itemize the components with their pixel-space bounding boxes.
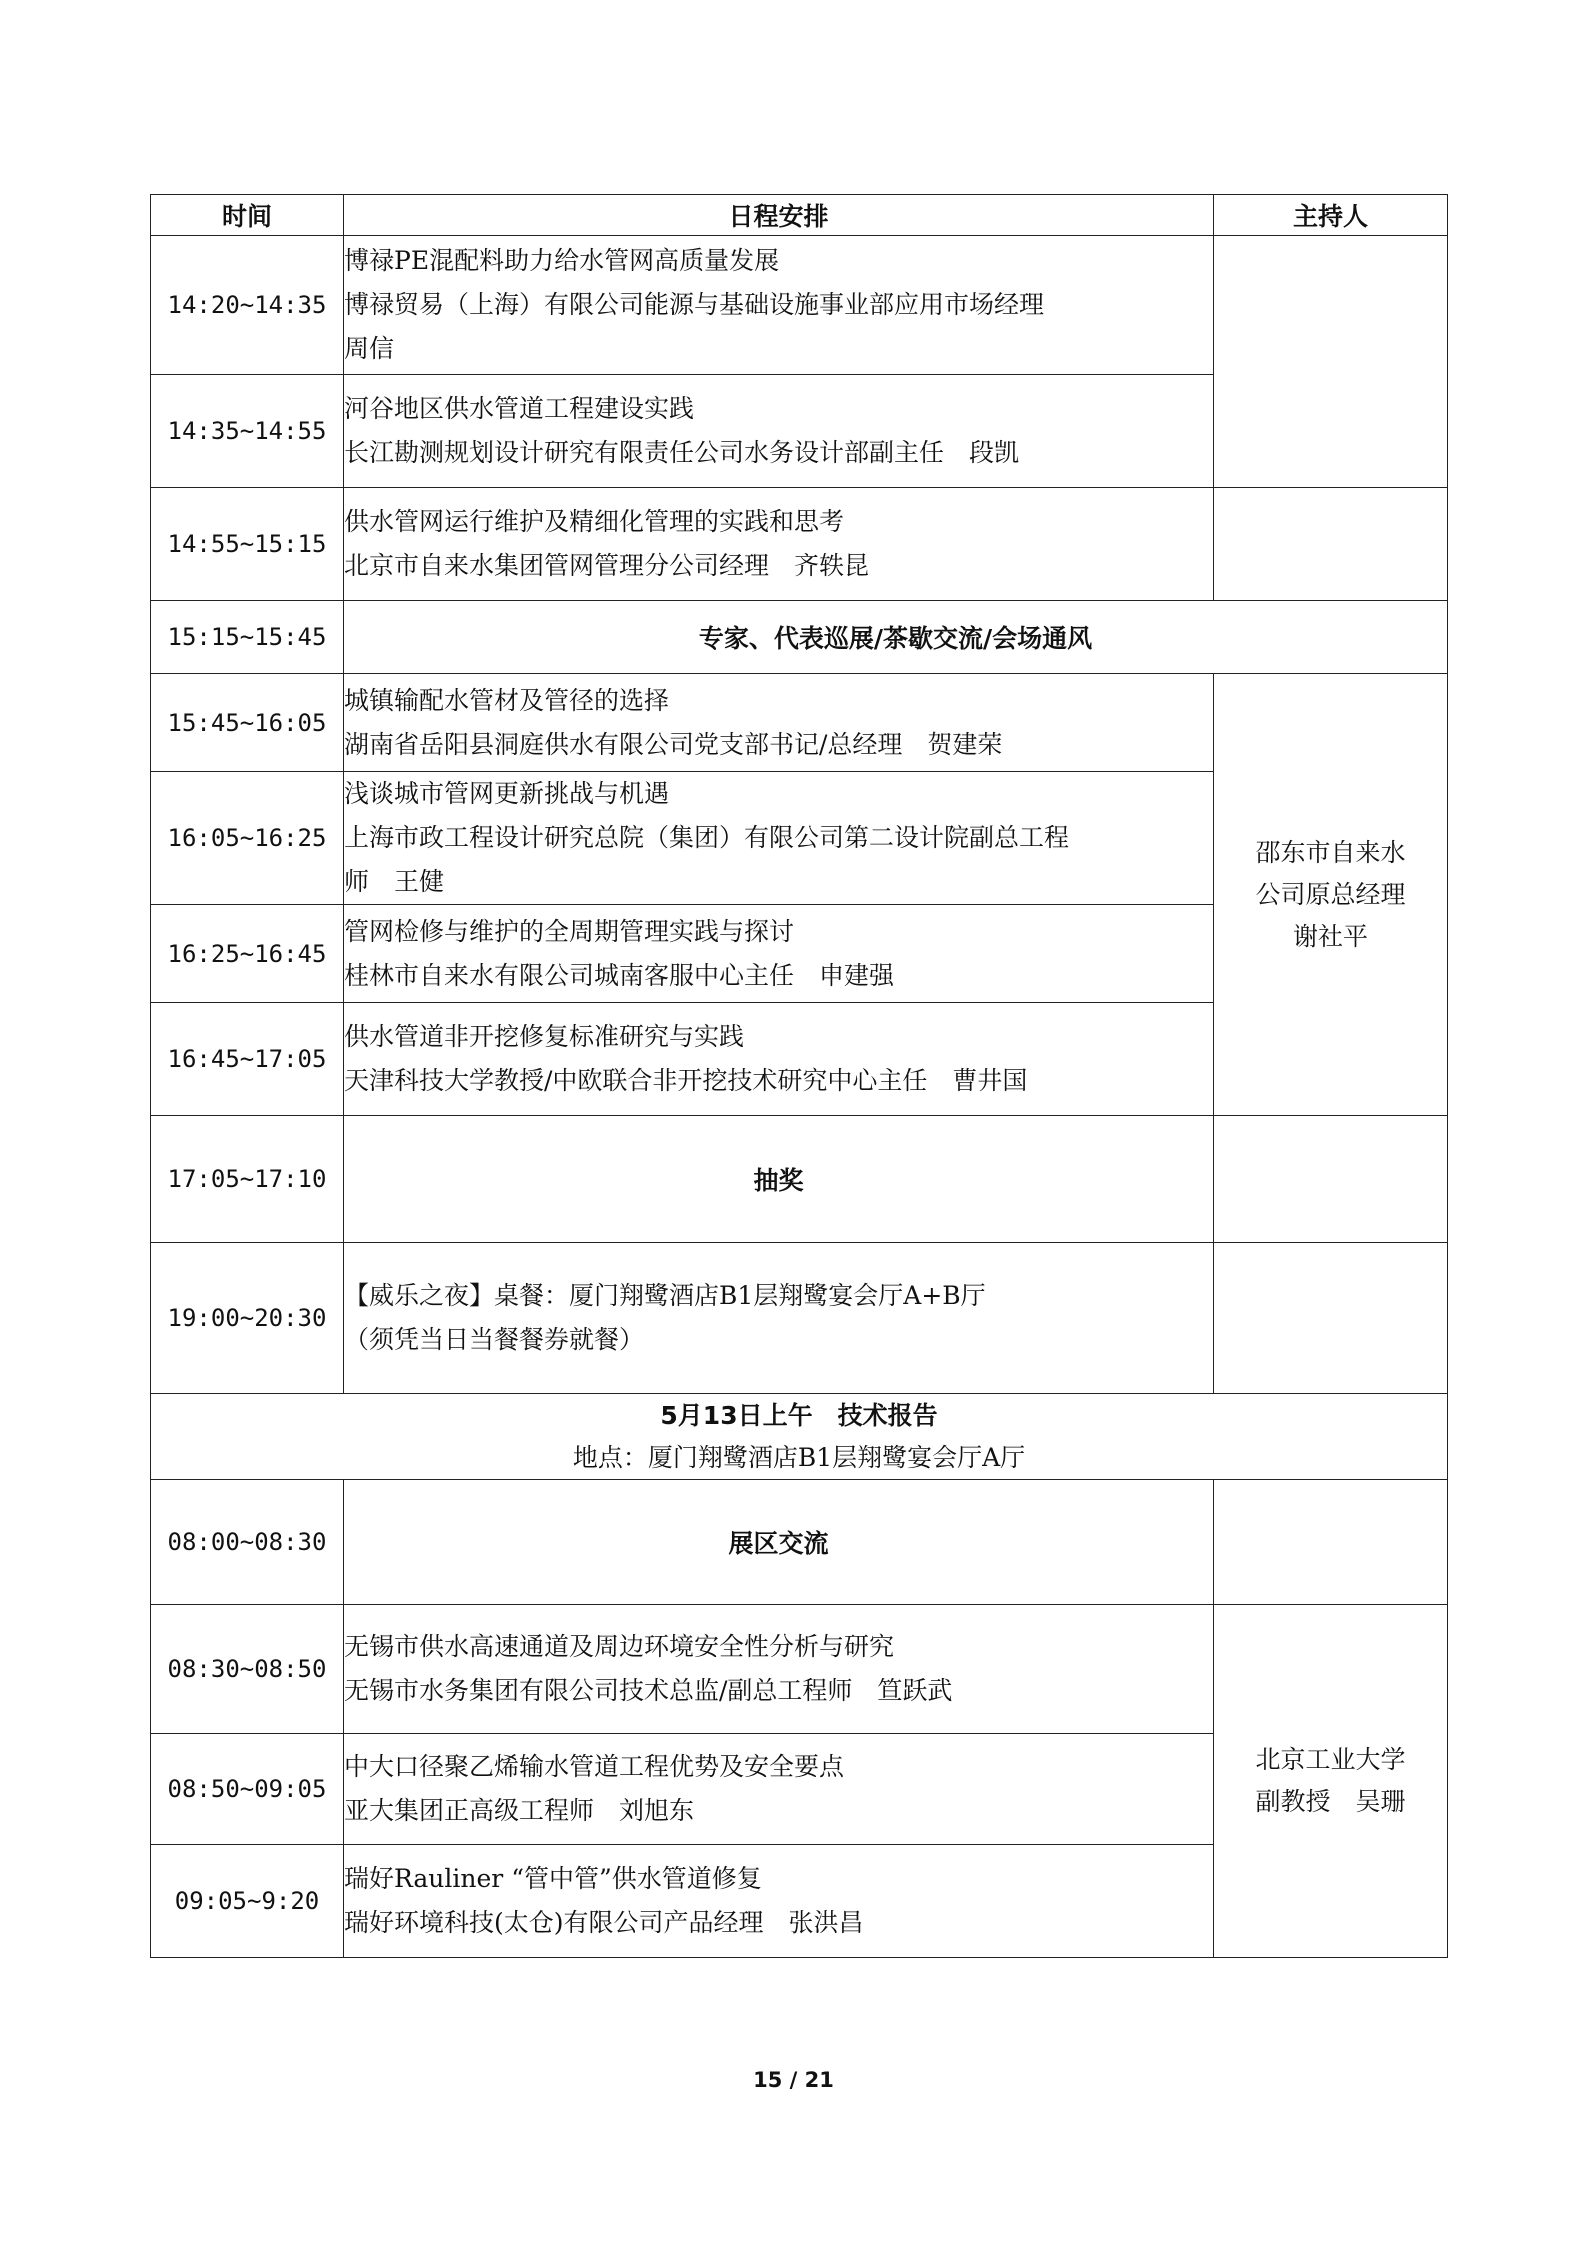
section-location: 地点：厦门翔鹭酒店B1层翔鹭宴会厅A厅	[572, 1442, 1026, 1472]
session-topic: 博禄PE混配料助力给水管网高质量发展	[344, 246, 780, 275]
session-time: 08:50~09:05	[151, 1734, 344, 1845]
session-speaker-name: 周信	[344, 334, 395, 363]
session-time: 15:45~16:05	[151, 674, 344, 772]
session-speaker-name: 师 王健	[344, 867, 445, 896]
session-speaker: 上海市政工程设计研究总院（集团）有限公司第二设计院副总工程	[344, 823, 1070, 852]
session-topic: 河谷地区供水管道工程建设实践	[344, 394, 695, 423]
session-time: 16:45~17:05	[151, 1003, 344, 1116]
session-time: 19:00~20:30	[151, 1243, 344, 1394]
break-title: 专家、代表巡展/茶歇交流/会场通风	[344, 601, 1448, 674]
session-time: 17:05~17:10	[151, 1116, 344, 1243]
session-time: 14:55~15:15	[151, 488, 344, 601]
session-time: 09:05~9:20	[151, 1845, 344, 1958]
host-cell	[1214, 1243, 1448, 1394]
host-name: 副教授 吴珊	[1255, 1787, 1406, 1816]
session-topic: 管网检修与维护的全周期管理实践与探讨	[344, 916, 795, 946]
lottery-title: 抽奖	[344, 1116, 1214, 1243]
session-speaker: 湖南省岳阳县洞庭供水有限公司党支部书记/总经理 贺建荣	[344, 729, 1003, 759]
session-time: 15:15~15:45	[151, 601, 344, 674]
session-detail	[344, 1243, 1214, 1394]
table-row	[151, 1116, 1448, 1243]
table-row	[151, 1480, 1448, 1605]
session-speaker: 长江勘测规划设计研究有限责任公司水务设计部副主任 段凯	[344, 438, 1020, 467]
session-topic: 浅谈城市管网更新挑战与机遇	[344, 779, 670, 808]
table-row	[151, 1243, 1448, 1394]
session-speaker: 无锡市水务集团有限公司技术总监/副总工程师 笪跃武	[344, 1676, 953, 1705]
session-detail	[344, 1605, 1214, 1734]
session-detail	[344, 905, 1214, 1003]
host-line: 邵东市自来水	[1255, 837, 1406, 867]
session-detail	[344, 488, 1214, 601]
session-topic: 供水管网运行维护及精细化管理的实践和思考	[344, 507, 845, 536]
session-detail	[344, 375, 1214, 488]
session-detail	[344, 772, 1214, 905]
dinner-note: （须凭当日当餐餐券就餐）	[344, 1325, 645, 1354]
host-cell	[1214, 488, 1448, 601]
session-detail	[344, 1845, 1214, 1958]
section-row	[151, 1394, 1448, 1480]
header-host: 主持人	[1214, 195, 1448, 236]
header-time: 时间	[151, 195, 344, 236]
page-number: 15 / 21	[753, 2068, 834, 2092]
session-detail	[344, 1003, 1214, 1116]
session-time: 14:35~14:55	[151, 375, 344, 488]
session-detail	[344, 236, 1214, 375]
session-topic: 城镇输配水管材及管径的选择	[344, 685, 670, 715]
session-time: 08:30~08:50	[151, 1605, 344, 1734]
session-topic: 瑞好Rauliner “管中管”供水管道修复	[344, 1864, 762, 1893]
session-time: 14:20~14:35	[151, 236, 344, 375]
host-cell	[1214, 236, 1448, 488]
host-cell	[1214, 1480, 1448, 1605]
dinner-title: 【威乐之夜】桌餐：厦门翔鹭酒店B1层翔鹭宴会厅A+B厅	[344, 1281, 986, 1310]
session-time: 08:00~08:30	[151, 1480, 344, 1605]
schedule-table	[150, 194, 1448, 1958]
session-speaker: 博禄贸易（上海）有限公司能源与基础设施事业部应用市场经理	[344, 290, 1045, 319]
exhibit-title: 展区交流	[344, 1480, 1214, 1605]
host-line: 公司原总经理	[1255, 879, 1406, 909]
section-header	[151, 1394, 1448, 1480]
host-cell	[1214, 674, 1448, 1116]
table-row	[151, 488, 1448, 601]
table-row	[151, 1605, 1448, 1734]
session-detail	[344, 674, 1214, 772]
session-topic: 供水管道非开挖修复标准研究与实践	[344, 1022, 745, 1051]
session-topic: 无锡市供水高速通道及周边环境安全性分析与研究	[344, 1632, 895, 1661]
table-row	[151, 674, 1448, 772]
table-row	[151, 236, 1448, 375]
session-time: 16:25~16:45	[151, 905, 344, 1003]
session-speaker: 瑞好环境科技(太仓)有限公司产品经理 张洪昌	[344, 1908, 864, 1937]
session-topic: 中大口径聚乙烯输水管道工程优势及安全要点	[344, 1752, 845, 1781]
session-speaker: 桂林市自来水有限公司城南客服中心主任 申建强	[344, 960, 895, 990]
session-time: 16:05~16:25	[151, 772, 344, 905]
session-speaker: 北京市自来水集团管网管理分公司经理 齐轶昆	[344, 551, 870, 580]
header-agenda: 日程安排	[344, 195, 1214, 236]
host-cell	[1214, 1116, 1448, 1243]
section-title: 5月13日上午 技术报告	[660, 1400, 938, 1430]
session-speaker: 亚大集团正高级工程师 刘旭东	[344, 1796, 695, 1825]
host-cell	[1214, 1605, 1448, 1958]
host-line: 北京工业大学	[1255, 1745, 1406, 1774]
host-name: 谢社平	[1292, 921, 1368, 951]
session-speaker: 天津科技大学教授/中欧联合非开挖技术研究中心主任 曹井国	[344, 1066, 1028, 1095]
session-detail	[344, 1734, 1214, 1845]
table-header-row	[151, 195, 1448, 236]
table-row	[151, 601, 1448, 674]
